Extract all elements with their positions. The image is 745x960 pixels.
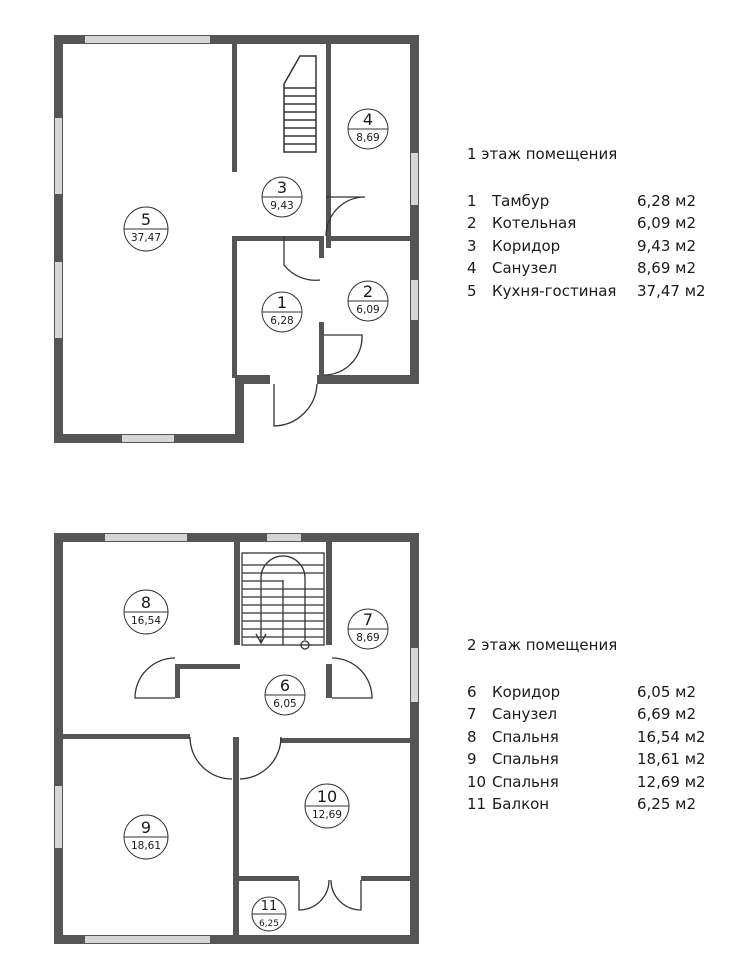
- legend-room-name: Спальня: [492, 750, 559, 768]
- legend-room-name: Коридор: [492, 236, 561, 255]
- room-number: 5: [140, 210, 152, 229]
- room-area: 6,28: [270, 315, 294, 327]
- legend-room-number: 8: [467, 727, 477, 746]
- legend-room-number: 7: [467, 705, 477, 723]
- legend-room-area: 9,43 м2: [637, 236, 697, 255]
- floor-1-stairs: [284, 56, 316, 152]
- room-number: 7: [362, 610, 374, 629]
- legend-room-name: Коридор: [492, 682, 561, 701]
- room-label-10: [305, 784, 349, 828]
- floor-1-plan: [54, 35, 419, 443]
- floor-2-legend: [467, 634, 706, 816]
- legend-room-number: 4: [467, 259, 477, 277]
- room-number: 3: [276, 178, 288, 197]
- legend-row: [467, 190, 706, 213]
- legend-row: [467, 235, 706, 258]
- legend-room-number: 10: [467, 772, 487, 791]
- room-label-4: [348, 109, 388, 149]
- room-area: 12,69: [311, 809, 343, 821]
- room-number: 4: [362, 110, 374, 129]
- legend-room-number: 11: [467, 795, 487, 813]
- legend-room-area: 18,61 м2: [637, 750, 706, 768]
- legend-room-number: 5: [467, 281, 477, 300]
- legend-row: [467, 726, 706, 749]
- legend-room-area: 6,05 м2: [637, 682, 697, 701]
- room-label-3: [262, 177, 302, 217]
- legend-room-area: 16,54 м2: [637, 727, 706, 746]
- floor-2-legend-title: 2 этаж помещения: [467, 636, 618, 654]
- room-number: 6: [279, 676, 291, 695]
- floor-1-legend: [467, 143, 706, 302]
- floor-1-walls: [54, 35, 419, 443]
- legend-room-name: Санузел: [492, 259, 558, 277]
- floor-2-doors: [135, 658, 372, 910]
- room-area: 16,54: [130, 615, 162, 627]
- room-number: 10: [316, 787, 338, 806]
- room-area: 9,43: [270, 200, 294, 212]
- legend-room-area: 6,25 м2: [637, 795, 697, 813]
- legend-room-area: 8,69 м2: [637, 259, 697, 277]
- legend-room-number: 3: [467, 236, 477, 255]
- room-label-7: [348, 609, 388, 649]
- floor-2-walls: [54, 533, 419, 944]
- legend-room-area: 12,69 м2: [637, 772, 706, 791]
- room-label-6: [265, 675, 305, 715]
- legend-row: [467, 793, 706, 816]
- legend-room-number: 2: [467, 214, 477, 232]
- room-label-5: [124, 207, 168, 251]
- legend-room-number: 1: [467, 191, 477, 210]
- legend-room-area: 37,47 м2: [637, 281, 706, 300]
- room-label-8: [124, 590, 168, 634]
- room-area: 18,61: [130, 840, 162, 852]
- legend-room-name: Балкон: [492, 795, 550, 813]
- legend-room-name: Санузел: [492, 705, 558, 723]
- legend-room-name: Котельная: [492, 214, 577, 232]
- floor-1-legend-title: 1 этаж помещения: [467, 145, 618, 163]
- room-number: 11: [260, 899, 278, 914]
- legend-row: [467, 280, 706, 303]
- legend-row: [467, 771, 706, 794]
- room-area: 37,47: [130, 232, 162, 244]
- legend-room-name: Кухня-гостиная: [492, 281, 617, 300]
- room-area: 8,69: [356, 132, 380, 144]
- floor-1-room-labels: [124, 109, 388, 332]
- legend-room-area: 6,69 м2: [637, 705, 697, 723]
- legend-room-name: Тамбур: [492, 191, 550, 210]
- legend-row: [467, 748, 706, 771]
- legend-room-name: Спальня: [492, 727, 559, 746]
- room-label-1: [262, 292, 302, 332]
- legend-room-area: 6,09 м2: [637, 214, 697, 232]
- legend-room-area: 6,28 м2: [637, 191, 697, 210]
- legend-row: [467, 257, 706, 280]
- floor-2-plan: [54, 533, 419, 944]
- room-number: 8: [140, 593, 152, 612]
- room-number: 9: [140, 818, 152, 837]
- legend-row: [467, 681, 706, 704]
- room-area: 6,09: [356, 304, 380, 316]
- floor-2-stairs: [242, 553, 324, 649]
- legend-room-number: 6: [467, 682, 477, 701]
- legend-room-number: 9: [467, 750, 477, 768]
- room-area: 6,25: [258, 919, 280, 929]
- room-number: 1: [276, 293, 288, 312]
- room-area: 6,05: [273, 698, 297, 710]
- legend-row: [467, 212, 706, 235]
- room-label-2: [348, 281, 388, 321]
- room-number: 2: [362, 282, 374, 301]
- legend-row: [467, 703, 706, 726]
- room-label-11: [252, 897, 286, 931]
- room-label-9: [124, 815, 168, 859]
- legend-room-name: Спальня: [492, 772, 559, 791]
- room-area: 8,69: [356, 632, 380, 644]
